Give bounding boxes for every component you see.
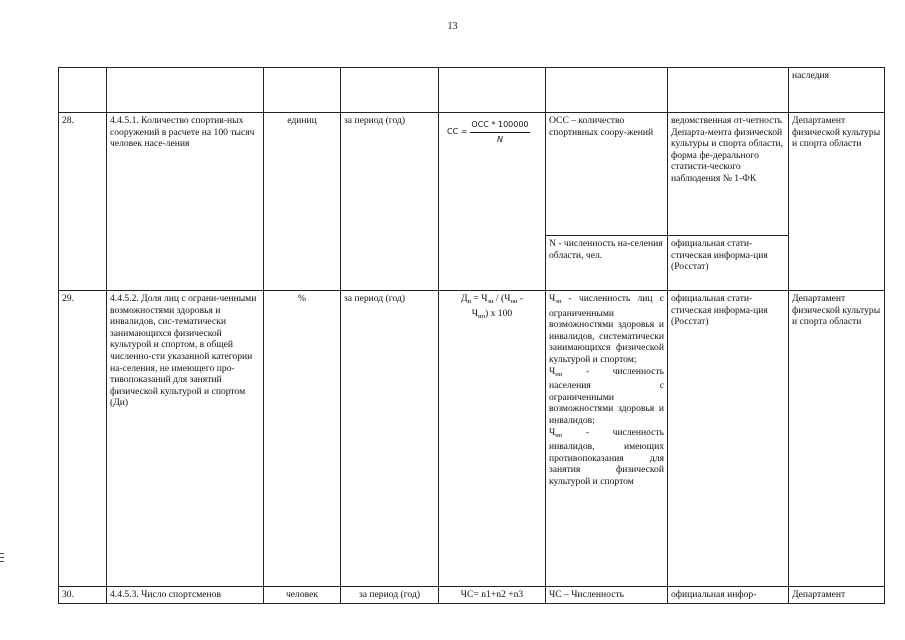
formula-cell: [439, 113, 546, 291]
source-cell: ведомственная от-четность Департа-мента физической культуры и спорта области, форма фе-дерального статисти-ческого наблюдения № 1-ФК: [668, 113, 789, 236]
source-cell: официальная стати-стическая информа-ция (Росстат): [668, 236, 789, 291]
unit-cell: человек: [264, 587, 341, 604]
formula-cell: ЧС= n1+n2 +n3: [439, 587, 546, 604]
page-number: 13: [447, 21, 458, 32]
table-row-28: [59, 113, 885, 236]
formula-numerator: ОСС * 100000: [470, 119, 529, 133]
indicator-name: 4.4.5.2. Доля лиц с ограни-ченными возможностями здоровья и инвалидов, сис-тематически занимающихся физической культурой и спортом, в общей численно-сти указанной категории на-селения, не имеющего про-тивопоказаний для занятий физической культурой и спортом (Ди): [107, 291, 264, 587]
table-row-continuation: [59, 68, 885, 113]
table-row-29: [59, 291, 885, 587]
indicators-table: [58, 67, 885, 604]
row-number: 30.: [59, 587, 107, 604]
responsible-cell: Департамент физической культуры и спорта области: [789, 291, 885, 587]
period-cell: за период (год): [341, 291, 439, 587]
row-number: 29.: [59, 291, 107, 587]
responsible-cell: наследия: [789, 68, 885, 113]
period-cell: за период (год): [341, 113, 439, 291]
variable-cell: ОСС – количество спортивных соору-жений: [546, 113, 668, 236]
variable-cell: $Ч_{зи}$ - численность лиц с ограниченными возможностями здоровья и инвалидов, систематически занимающихся физической культурой и спортом; $Ч_{ни}$ - численность населения с ограниченными возможностями здоровья и инвалидов; $Ч_{ип}$ - численность инвалидов, имеющих противопоказания для занятия физической культурой и спортом: [546, 291, 668, 587]
formula-denominator: N: [496, 134, 503, 144]
unit-cell: %: [264, 291, 341, 587]
variable-cell: N - численность на-селения области, чел.: [546, 236, 668, 291]
formula-cell: $Д_и = Ч_{зи} / (Ч_{ни}$ - $Ч_{ип}$) х 100: [439, 291, 546, 587]
variable-cell: ЧС – Численность: [546, 587, 668, 604]
source-cell: официальная стати-стическая информа-ция (Росстат): [668, 291, 789, 587]
period-cell: за период (год): [341, 587, 439, 604]
indicator-name: 4.4.5.3. Число спортсменов: [107, 587, 264, 604]
formula-fraction: СС = $\frac{\text{ОСС * 100000}}{N}$: [447, 120, 529, 144]
source-cell: официальная инфор-: [668, 587, 789, 604]
unit-cell: единиц: [264, 113, 341, 291]
table-row-30: [59, 587, 885, 604]
margin-marks: [0, 553, 4, 565]
responsible-cell: Департамент физической культуры и спорта области: [789, 113, 885, 291]
indicator-name: 4.4.5.1. Количество спортив-ных сооружений в расчете на 100 тысяч человек насе-ления: [107, 113, 264, 291]
row-number: 28.: [59, 113, 107, 291]
responsible-cell: Департамент: [789, 587, 885, 604]
